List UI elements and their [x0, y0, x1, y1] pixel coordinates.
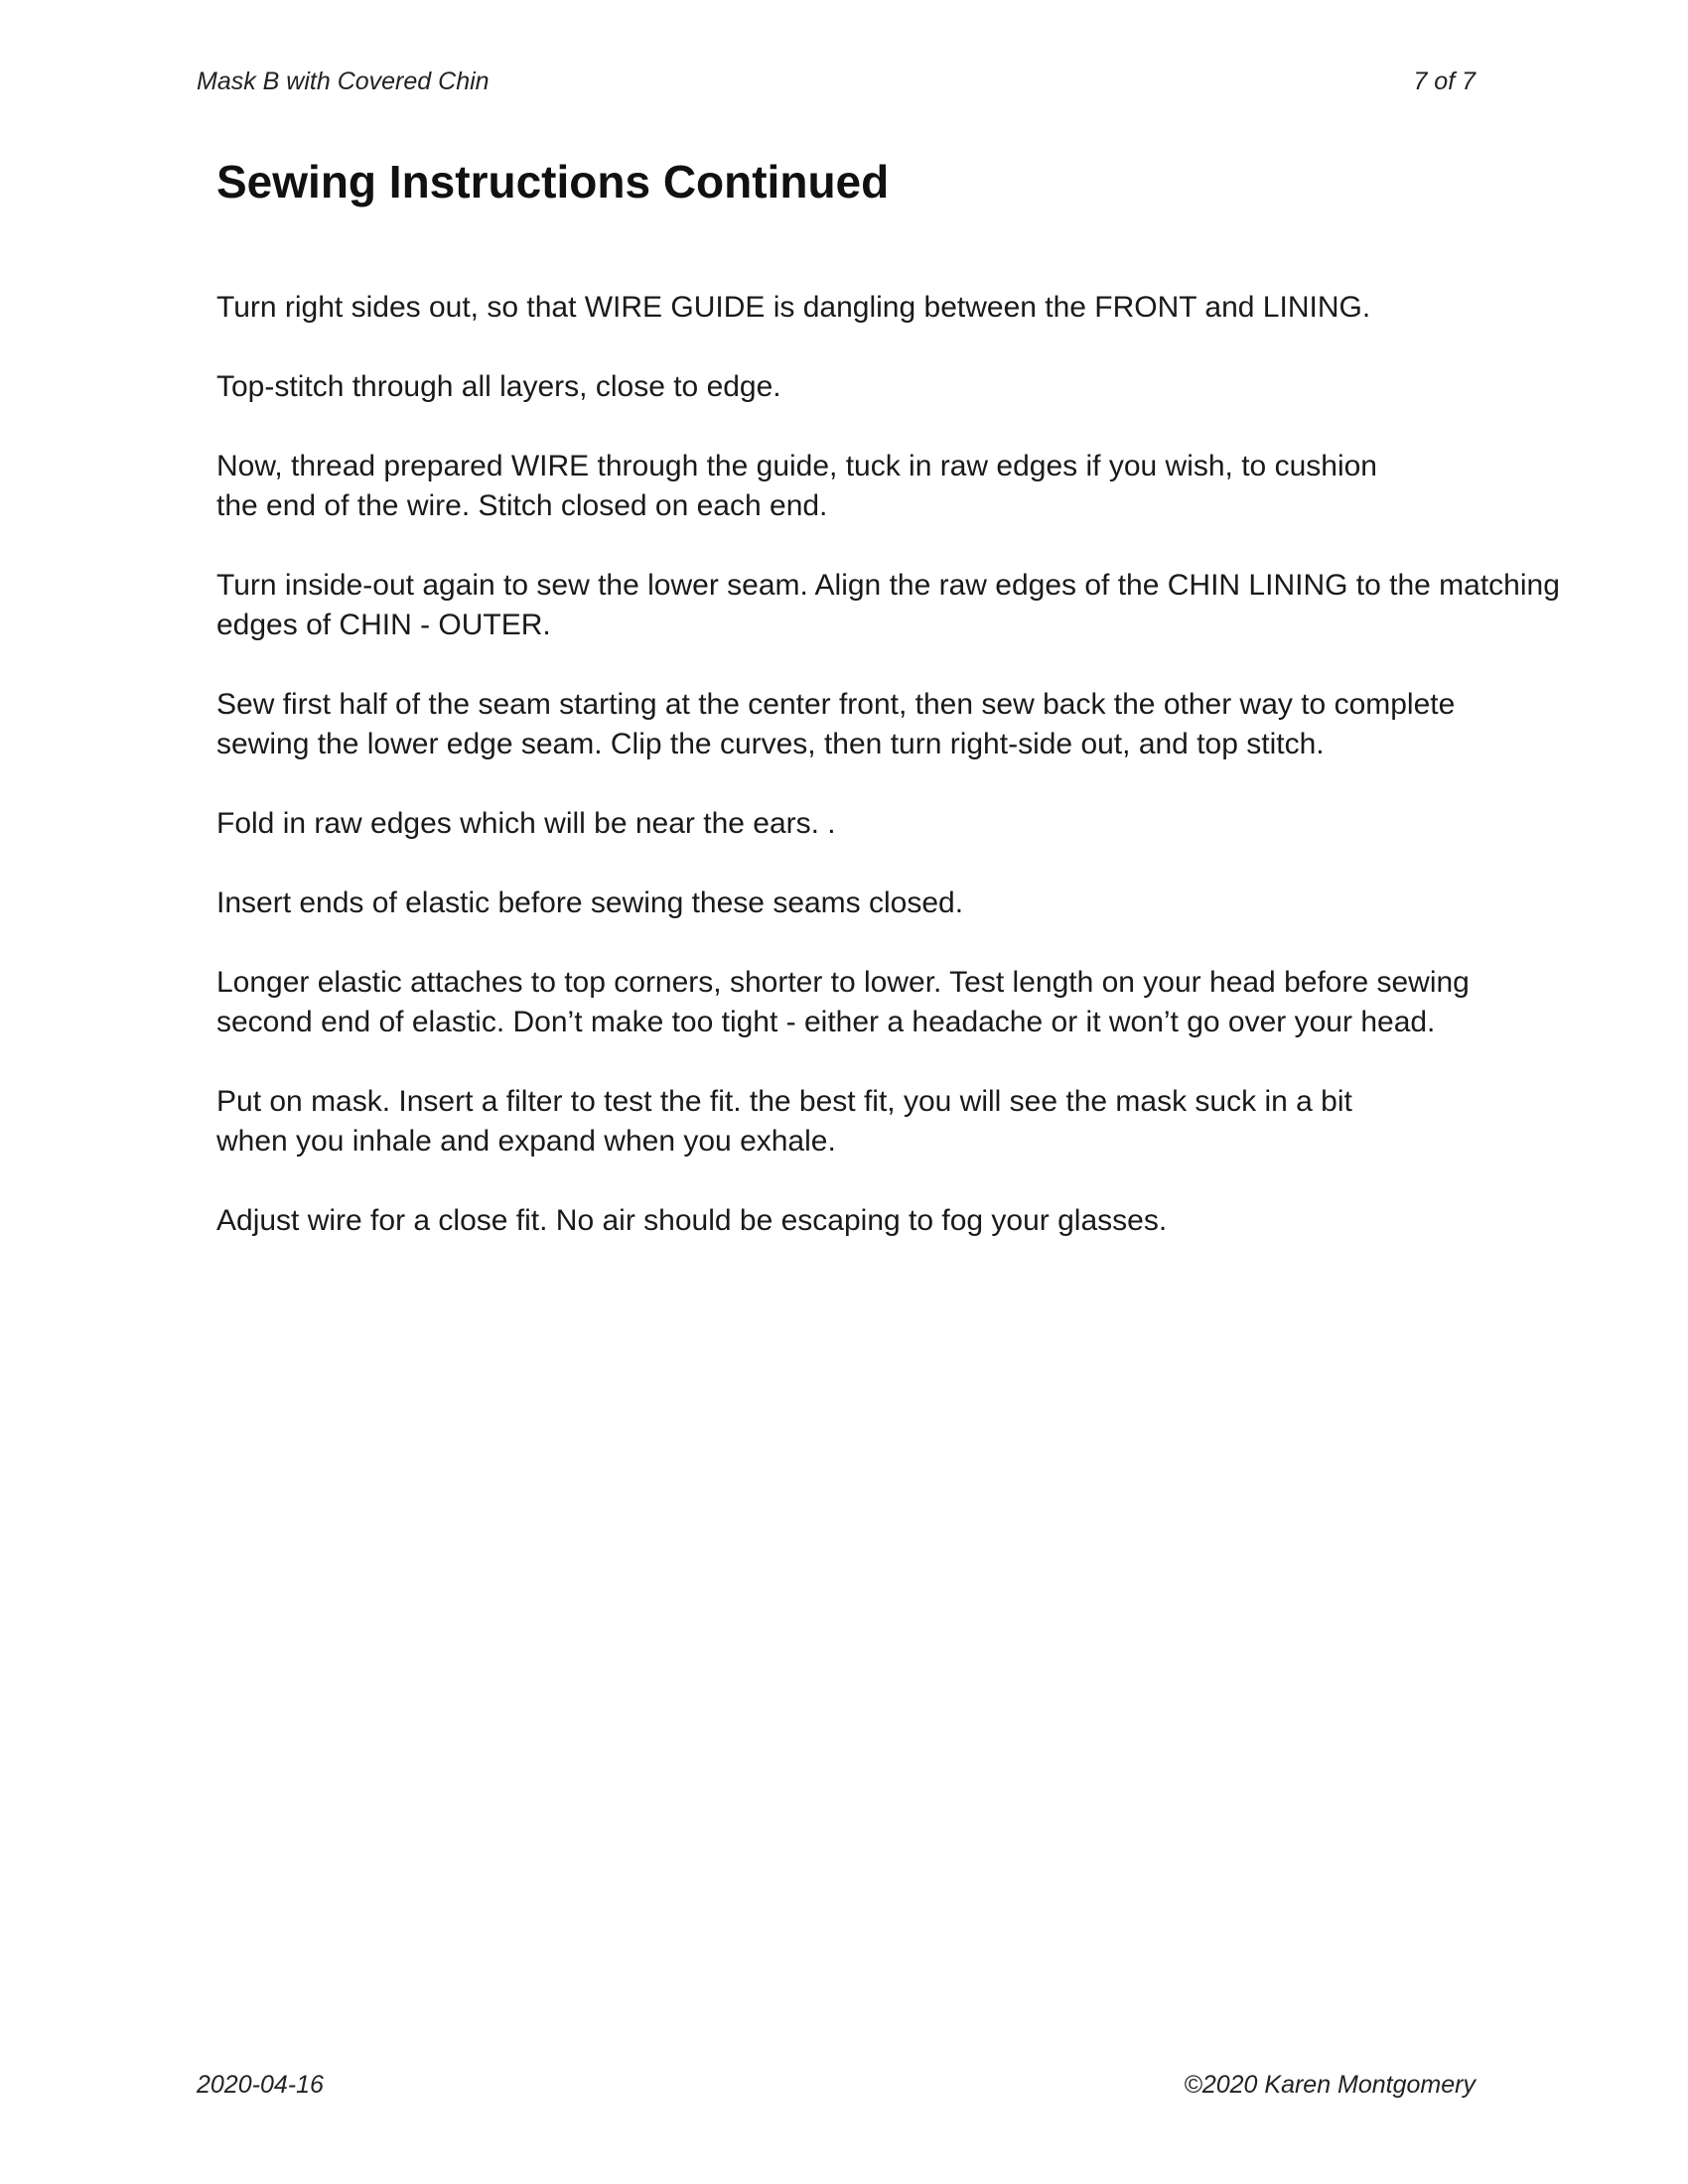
- paragraph-line: Sew first half of the seam starting at the center front, then sew back the other way to complete: [216, 688, 1456, 721]
- instruction-paragraph-8: [216, 963, 1617, 1042]
- paragraph-line: Turn inside-out again to sew the lower seam. Align the raw edges of the CHIN LINING to the matching: [216, 569, 1560, 602]
- header-doc-title: Mask B with Covered Chin: [197, 68, 490, 95]
- paragraph-line: Insert ends of elastic before sewing these seams closed.: [216, 887, 964, 919]
- footer-copyright: ©2020 Karen Montgomery: [1184, 2071, 1476, 2099]
- paragraph-line: Adjust wire for a close fit. No air should be escaping to fog your glasses.: [216, 1204, 1168, 1237]
- instruction-paragraph-10: [216, 1201, 1617, 1241]
- page-footer: [197, 2071, 1476, 2100]
- section-title: Sewing Instructions Continued: [216, 156, 890, 207]
- instruction-paragraph-3: [216, 447, 1617, 526]
- paragraph-line: second end of elastic. Don’t make too tight - either a headache or it won’t go over your head.: [216, 1006, 1436, 1038]
- paragraph-line: Now, thread prepared WIRE through the guide, tuck in raw edges if you wish, to cushion: [216, 450, 1377, 482]
- paragraph-line: edges of CHIN - OUTER.: [216, 609, 551, 641]
- instruction-paragraph-1: [216, 288, 1617, 328]
- instruction-paragraph-9: [216, 1082, 1617, 1161]
- page-header: [197, 68, 1476, 96]
- instruction-paragraph-6: [216, 804, 1617, 844]
- paragraph-line: the end of the wire. Stitch closed on each end.: [216, 489, 828, 522]
- paragraph-line: when you inhale and expand when you exhale.: [216, 1125, 836, 1158]
- instruction-paragraph-7: [216, 884, 1617, 923]
- paragraph-line: Put on mask. Insert a filter to test the fit. the best fit, you will see the mask suck in a bit: [216, 1085, 1352, 1118]
- paragraph-line: sewing the lower edge seam. Clip the curves, then turn right-side out, and top stitch.: [216, 728, 1325, 760]
- instructions-body: [216, 288, 1617, 1281]
- paragraph-line: Top-stitch through all layers, close to edge.: [216, 370, 781, 403]
- paragraph-line: Fold in raw edges which will be near the ears. .: [216, 807, 836, 840]
- instruction-paragraph-2: [216, 367, 1617, 407]
- header-page-number: 7 of 7: [1413, 68, 1476, 95]
- footer-date: 2020-04-16: [197, 2071, 324, 2099]
- paragraph-line: Turn right sides out, so that WIRE GUIDE is dangling between the FRONT and LINING.: [216, 291, 1371, 324]
- instruction-paragraph-5: [216, 685, 1617, 764]
- instruction-paragraph-4: [216, 566, 1617, 645]
- paragraph-line: Longer elastic attaches to top corners, shorter to lower. Test length on your head before sewing: [216, 966, 1470, 999]
